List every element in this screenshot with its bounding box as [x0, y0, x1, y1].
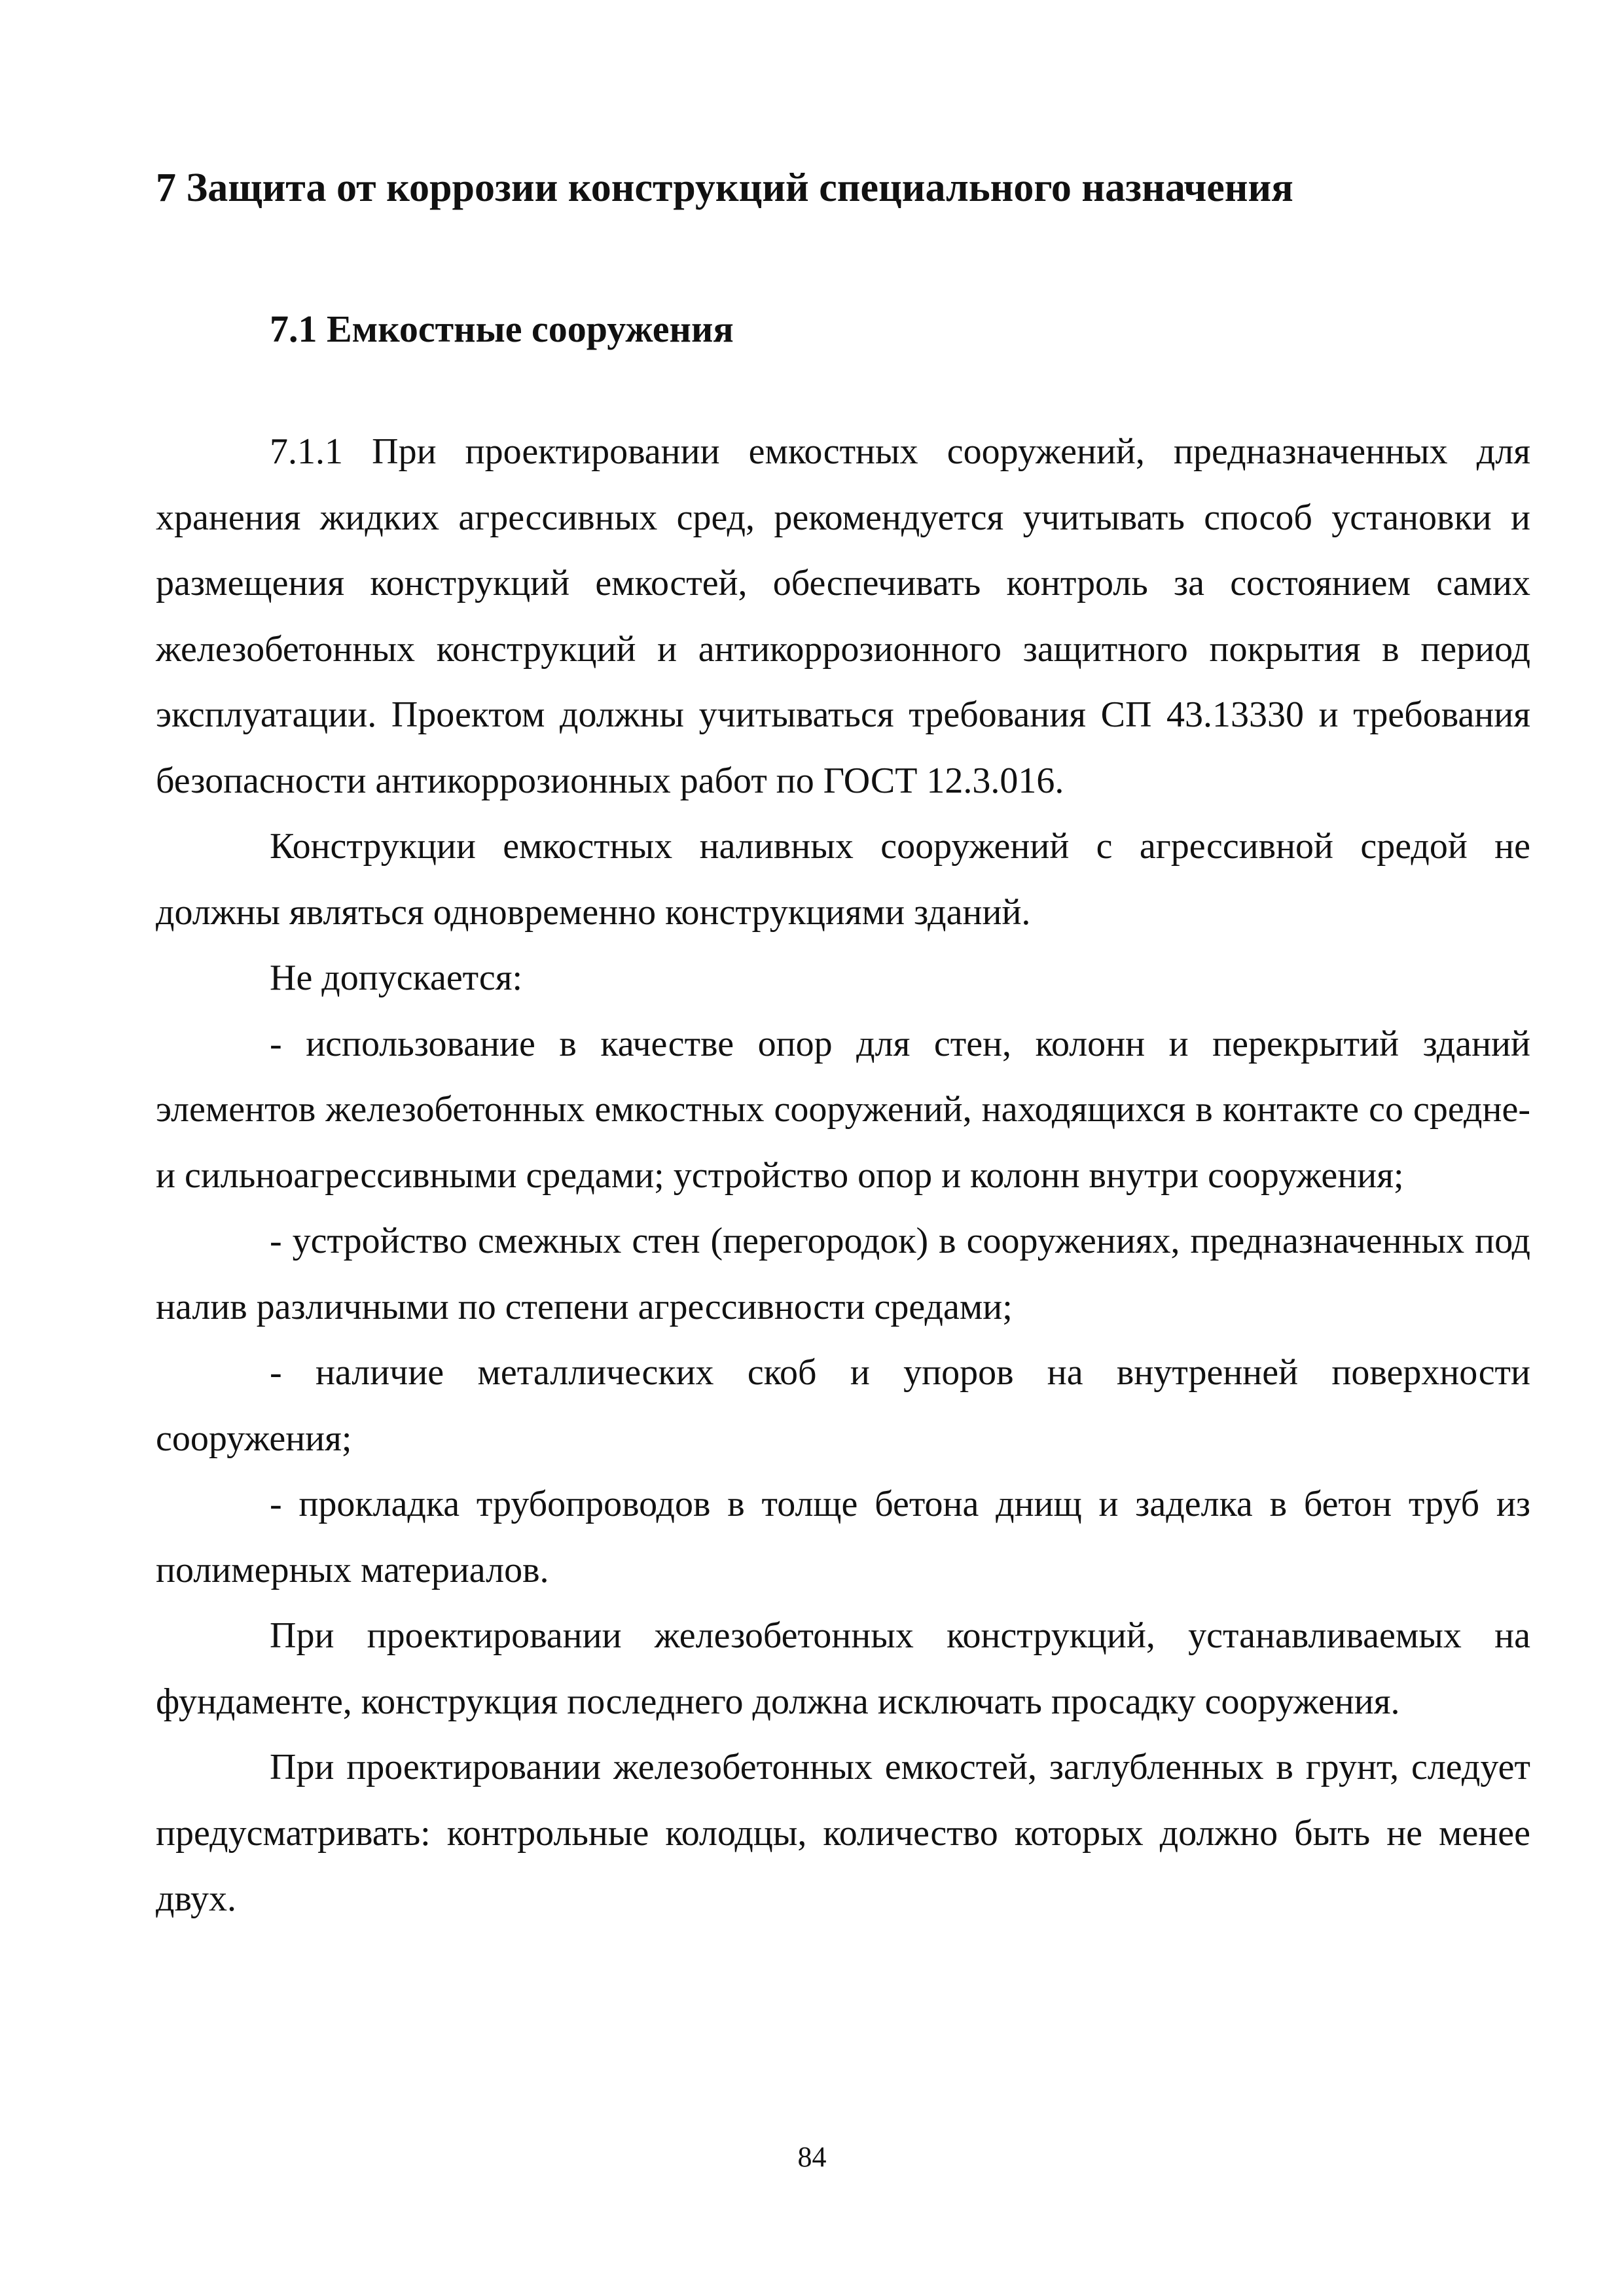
list-item: - использование в качестве опор для стен, колонн и перекрытий зданий элементов железобетонных емкостных сооружений, находящихся в контакте со средне- и сильноагрессивными средами; устройство опор и колонн внутри сооружения; — [156, 1023, 1530, 1196]
page-number: 84 — [797, 2141, 827, 2173]
paragraph: Конструкции емкостных наливных сооружений с агрессивной средой не должны являться одновременно конструкциями зданий. — [156, 826, 1530, 933]
chapter-title: 7 Защита от коррозии конструкций специального назначения — [156, 166, 1293, 210]
paragraph: При проектировании железобетонных емкостей, заглубленных в грунт, следует предусматривать: контрольные колодцы, количество которых должно быть не менее двух. — [156, 1747, 1530, 1919]
list-item: - прокладка трубопроводов в толще бетона днищ и заделка в бетон труб из полимерных материалов. — [156, 1484, 1530, 1590]
paragraph-not-allowed-heading: Не допускается: — [270, 958, 523, 998]
list-item: - устройство смежных стен (перегородок) в сооружениях, предназначенных под налив различными по степени агрессивности средами; — [156, 1221, 1530, 1327]
paragraph-7-1-1: 7.1.1 При проектировании емкостных сооружений, предназначенных для хранения жидких агрессивных сред, рекомендуется учитывать способ установки и размещения конструкций емкостей, обеспечивать контроль за состоянием самих железобетонных конструкций и антикоррозионного защитного покрытия в период эксплуатации. Проектом должны учитываться требования СП 43.13330 и требования безопасности антикоррозионных работ по ГОСТ 12.3.016. — [156, 431, 1530, 801]
body-text — [156, 419, 1530, 1932]
section-title: 7.1 Емкостные сооружения — [270, 308, 734, 350]
paragraph: При проектировании железобетонных конструкций, устанавливаемых на фундаменте, конструкция последнего должна исключать просадку сооружения. — [156, 1615, 1530, 1722]
list-item: - наличие металлических скоб и упоров на внутренней поверхности сооружения; — [156, 1352, 1530, 1459]
